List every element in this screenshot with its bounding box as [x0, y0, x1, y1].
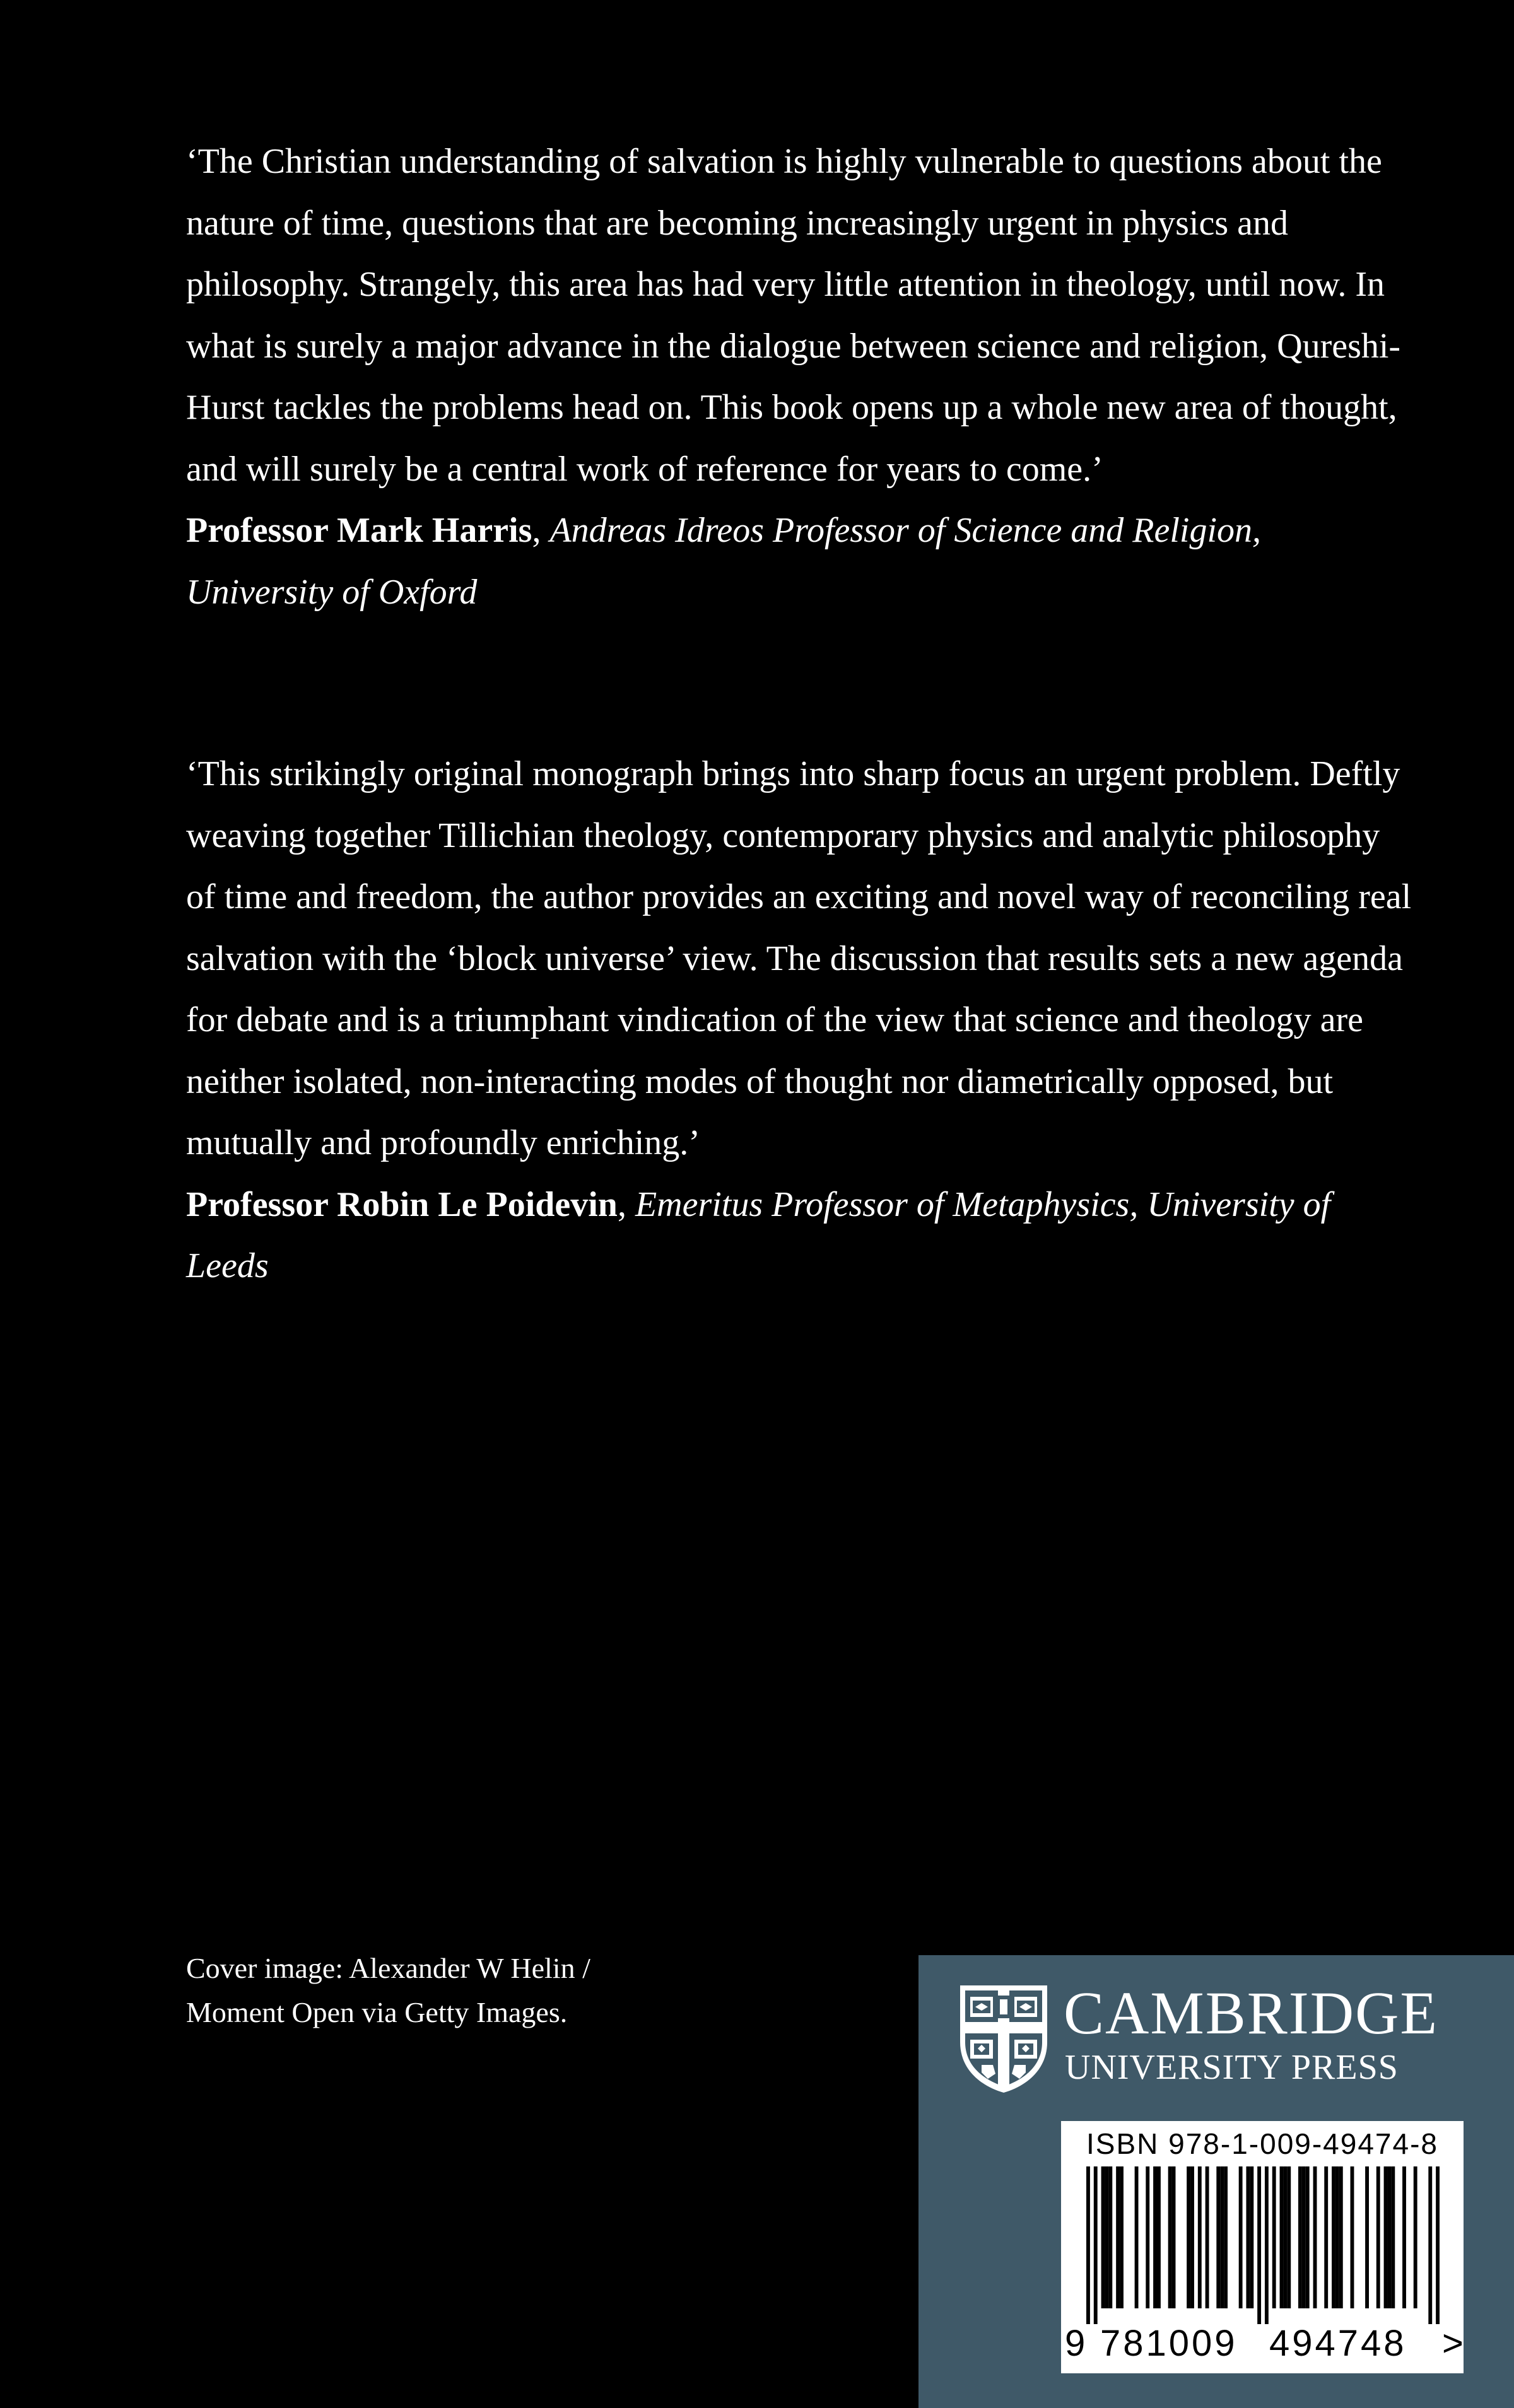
barcode-bar: [1190, 2166, 1194, 2308]
barcode-bar: [1283, 2166, 1287, 2308]
barcode-bar: [1365, 2166, 1369, 2308]
barcode-bar: [1172, 2166, 1176, 2308]
barcode-bar: [1198, 2166, 1202, 2308]
publisher-panel: [918, 1955, 1514, 2408]
credit-line-2: Moment Open via Getty Images.: [186, 1996, 568, 2028]
publisher-subname: UNIVERSITY PRESS: [1065, 2048, 1399, 2087]
barcode-bar: [1146, 2166, 1149, 2308]
barcode-digits-right: 494748: [1269, 2323, 1407, 2364]
barcode-bar: [1220, 2166, 1224, 2308]
barcode-bar: [1302, 2166, 1306, 2308]
endorsement-quote-1: [186, 131, 1416, 623]
endorsement-attribution: Professor Mark Harris, Andreas Idreos Professor of Science and Religion, University of Oxford: [186, 511, 1262, 612]
barcode-bar: [1351, 2166, 1354, 2308]
endorser-name: Professor Mark Harris: [186, 511, 532, 550]
barcode-bar: [1094, 2166, 1098, 2324]
barcode-bar: [1387, 2166, 1391, 2308]
barcode-bar: [1339, 2166, 1343, 2308]
barcode-digits-left: 781009: [1100, 2323, 1238, 2364]
endorsement-attribution: Professor Robin Le Poidevin, Emeritus Professor of Metaphysics, University of Leeds: [186, 1184, 1331, 1285]
isbn-label: ISBN 978-1-009-49474-8: [1086, 2127, 1438, 2160]
barcode-bar: [1157, 2166, 1161, 2308]
barcode-bar: [1105, 2166, 1108, 2308]
endorser-title: Andreas Idreos Professor of Science and Religion, University of Oxford: [186, 511, 1262, 612]
barcode-bar: [1436, 2166, 1440, 2324]
barcode-bar: [1187, 2166, 1190, 2308]
barcode-bar: [1116, 2166, 1120, 2308]
barcode-quiet-zone-arrow: >: [1442, 2323, 1464, 2364]
barcode-bar: [1086, 2166, 1090, 2324]
barcode-bar: [1384, 2166, 1388, 2308]
barcode-bar: [1257, 2166, 1261, 2324]
cover-image-credit: [186, 1946, 754, 2035]
endorser-title: Emeritus Professor of Metaphysics, University of Leeds: [186, 1184, 1331, 1285]
barcode-bar: [1414, 2166, 1417, 2308]
barcode-bar: [1206, 2166, 1209, 2308]
barcode-bar: [1335, 2166, 1339, 2308]
barcode-digit-first: 9: [1065, 2323, 1086, 2364]
barcode-bar: [1153, 2166, 1157, 2308]
barcode-bar: [1298, 2166, 1302, 2308]
endorser-name: Professor Robin Le Poidevin: [186, 1184, 618, 1224]
barcode-bar: [1287, 2166, 1291, 2308]
barcode-bar: [1216, 2166, 1220, 2308]
barcode-bar: [1239, 2166, 1243, 2308]
publisher-name: CAMBRIDGE: [1064, 1979, 1439, 2047]
barcode-bar: [1250, 2166, 1253, 2308]
credit-line-1: Cover image: Alexander W Helin /: [186, 1952, 590, 1984]
endorsement-text: ‘This strikingly original monograph brings into sharp focus an urgent problem. Deftly weaving together Tillichian theology, contemporary physics and analytic philosophy of time and freedom, the author provides an exciting and novel way of reconciling real salvation with the ‘block universe’ view. The discussion that results sets a new agenda for debate and is a triumphant vindication of the view that science and theology are neither isolated, non-interacting modes of thought nor diametrically opposed, but mutually and profoundly enriching.’: [186, 754, 1412, 1162]
barcode-bar: [1101, 2166, 1105, 2308]
barcode-bar: [1265, 2166, 1269, 2324]
barcode-bar: [1168, 2166, 1172, 2308]
barcode-bar: [1428, 2166, 1432, 2324]
endorsement-text: ‘The Christian understanding of salvation is highly vulnerable to questions about the nature of time, questions that are becoming increasingly urgent in physics and philosophy. Strangely, this area has had very little attention in theology, until now. In what is surely a major advance in the dialogue between science and religion, Qureshi-Hurst tackles the problems head on. This book opens up a whole new area of thought, and will surely be a central work of reference for years to come.’: [186, 142, 1401, 489]
barcode-bar: [1313, 2166, 1317, 2308]
barcode-digits: [1061, 2322, 1464, 2366]
barcode-bar: [1246, 2166, 1250, 2308]
isbn-barcode: [1061, 2121, 1464, 2373]
barcode-bar: [1306, 2166, 1310, 2308]
barcode-bar: [1402, 2166, 1406, 2308]
endorsement-quote-2: [186, 744, 1416, 1297]
barcode-bar: [1280, 2166, 1284, 2308]
barcode-bar: [1324, 2166, 1328, 2308]
barcode-bar: [1224, 2166, 1228, 2308]
barcode-bar: [1108, 2166, 1112, 2308]
barcode-bars: [1086, 2166, 1440, 2324]
barcode-bar: [1120, 2166, 1124, 2308]
barcode-bar: [1376, 2166, 1380, 2308]
cambridge-shield-icon: [956, 1982, 1051, 2095]
barcode-bar: [1135, 2166, 1139, 2308]
barcode-bar: [1332, 2166, 1335, 2308]
barcode-bar: [1272, 2166, 1276, 2308]
barcode-bar: [1391, 2166, 1395, 2308]
